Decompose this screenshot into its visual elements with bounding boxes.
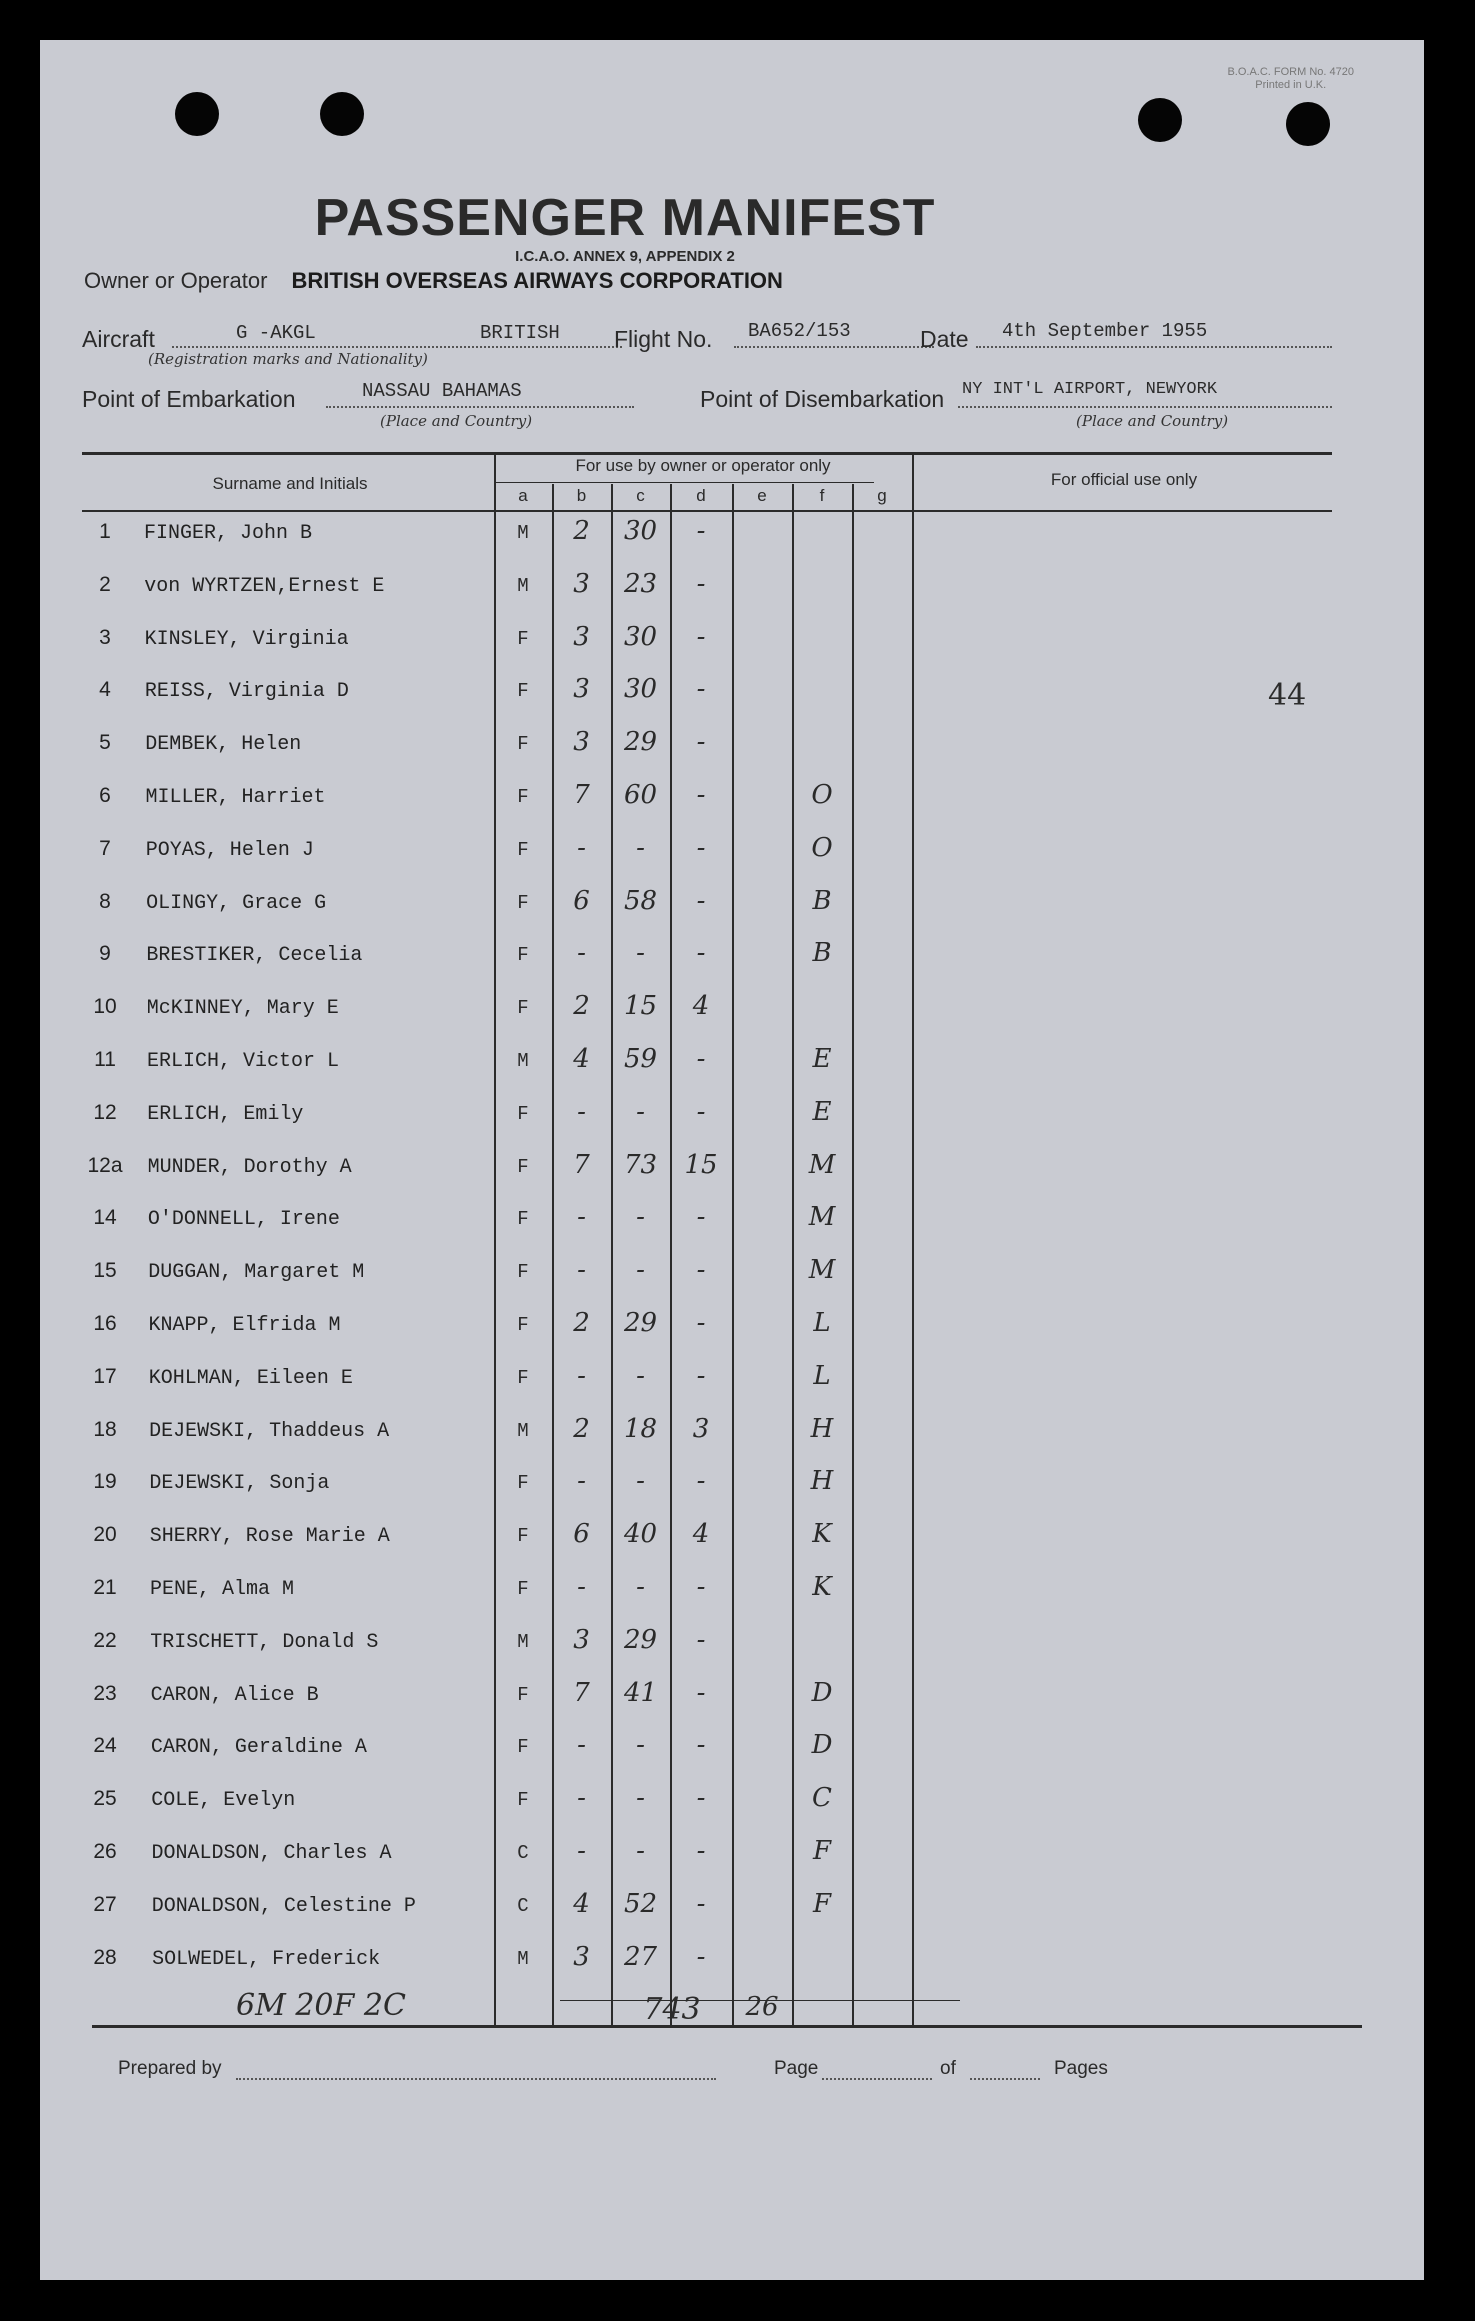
row-number: 3 bbox=[99, 625, 111, 649]
passenger-name: TRISCHETT, Donald S bbox=[150, 1630, 379, 1654]
owner-value: BRITISH OVERSEAS AIRWAYS CORPORATION bbox=[291, 268, 783, 293]
cell-a: M bbox=[517, 1947, 529, 1970]
passenger-name: ERLICH, Victor L bbox=[147, 1050, 340, 1073]
cell-d: 4 bbox=[692, 1519, 710, 1550]
passenger-name: REISS, Virginia D bbox=[144, 680, 349, 704]
cell-c: - bbox=[636, 1360, 645, 1391]
cell-d: - bbox=[696, 516, 706, 546]
cell-b: 4 bbox=[573, 1888, 590, 1919]
cell-b: - bbox=[577, 1466, 586, 1497]
cell-d: - bbox=[696, 1888, 706, 1919]
passenger-name: KNAPP, Elfrida M bbox=[148, 1314, 341, 1337]
cell-a: M bbox=[517, 1419, 529, 1442]
total-d: 26 bbox=[745, 1992, 779, 2022]
cell-d: - bbox=[696, 1308, 706, 1338]
cell-a: F bbox=[517, 680, 529, 703]
cell-a: F bbox=[517, 944, 529, 967]
cell-a: F bbox=[517, 1261, 529, 1284]
cell-a: F bbox=[517, 627, 529, 650]
cell-d: - bbox=[696, 1624, 706, 1655]
passenger-name: von WYRTZEN,Ernest E bbox=[144, 574, 385, 598]
table-top-rule bbox=[82, 452, 1332, 455]
cell-f: E bbox=[812, 1044, 832, 1074]
column-header-f: f bbox=[819, 486, 825, 505]
cell-f: M bbox=[808, 1202, 836, 1233]
row-number: 18 bbox=[93, 1417, 117, 1441]
cell-c: 73 bbox=[623, 1149, 658, 1180]
cell-b: - bbox=[577, 1255, 586, 1286]
cell-b: - bbox=[577, 1783, 586, 1814]
cell-b: - bbox=[577, 1096, 586, 1127]
cell-b: 6 bbox=[573, 1519, 590, 1550]
cell-b: - bbox=[577, 1360, 586, 1391]
passenger-name: MILLER, Harriet bbox=[145, 786, 326, 809]
disembark-label: Point of Disembarkation bbox=[700, 386, 945, 412]
cell-d: - bbox=[696, 727, 706, 758]
page-subtitle: I.C.A.O. ANNEX 9, APPENDIX 2 bbox=[515, 248, 735, 265]
cell-a: F bbox=[517, 997, 529, 1020]
column-header-c: c bbox=[636, 486, 645, 505]
row-number: 16 bbox=[93, 1312, 117, 1335]
cell-b: 2 bbox=[573, 991, 590, 1022]
cell-f: E bbox=[812, 1096, 832, 1127]
cell-f: O bbox=[811, 832, 833, 863]
cell-b: 3 bbox=[573, 568, 590, 599]
aircraft-note: (Registration marks and Nationality) bbox=[148, 350, 428, 368]
cell-c: 30 bbox=[623, 621, 658, 652]
cell-c: 29 bbox=[623, 1308, 658, 1338]
cell-c: 29 bbox=[623, 727, 658, 758]
row-number: 5 bbox=[99, 731, 111, 755]
total-c: 743 bbox=[643, 1992, 701, 2027]
cell-c: 23 bbox=[623, 568, 658, 599]
row-number: 21 bbox=[93, 1576, 117, 1599]
cell-b: 4 bbox=[573, 1044, 590, 1074]
cell-f: B bbox=[812, 885, 832, 916]
row-number: 28 bbox=[93, 1945, 117, 1969]
cell-c: 30 bbox=[623, 516, 658, 546]
cell-d: - bbox=[696, 674, 706, 705]
row-number: 26 bbox=[93, 1840, 117, 1863]
cell-b: 3 bbox=[573, 674, 590, 705]
column-header-g: g bbox=[877, 486, 887, 505]
cell-c: 18 bbox=[623, 1413, 658, 1444]
cell-d: - bbox=[696, 780, 706, 810]
row-number: 8 bbox=[99, 889, 111, 913]
cell-a: C bbox=[517, 1842, 529, 1864]
cell-d: - bbox=[696, 1730, 706, 1761]
cell-a: C bbox=[517, 1894, 529, 1917]
cell-d: 4 bbox=[692, 991, 710, 1022]
passenger-name: MUNDER, Dorothy A bbox=[147, 1155, 352, 1179]
cell-a: F bbox=[517, 786, 529, 808]
cell-d: - bbox=[696, 568, 706, 599]
cell-c: - bbox=[636, 1202, 645, 1233]
cell-f: H bbox=[810, 1466, 834, 1497]
disembark-note: (Place and Country) bbox=[1076, 412, 1229, 430]
cell-c: - bbox=[636, 1730, 645, 1761]
cell-f: L bbox=[813, 1308, 831, 1338]
cell-c: - bbox=[636, 1572, 645, 1602]
row-number: 14 bbox=[93, 1206, 117, 1230]
passenger-name: SOLWEDEL, Frederick bbox=[152, 1947, 381, 1971]
of-label: of bbox=[940, 2058, 956, 2079]
cell-c: 29 bbox=[623, 1624, 658, 1655]
passenger-name: DEJEWSKI, Sonja bbox=[149, 1472, 330, 1496]
cell-d: - bbox=[696, 885, 706, 916]
page-number-field bbox=[822, 2078, 932, 2080]
cell-b: 3 bbox=[573, 1941, 590, 1972]
row-number: 6 bbox=[99, 784, 111, 807]
cell-f: D bbox=[811, 1730, 833, 1761]
cell-d: - bbox=[696, 621, 706, 652]
cell-d: - bbox=[696, 1202, 706, 1233]
row-number: 22 bbox=[93, 1628, 117, 1652]
row-number: 12 bbox=[93, 1100, 117, 1124]
passenger-name: BRESTIKER, Cecelia bbox=[146, 944, 363, 968]
cell-c: 27 bbox=[623, 1941, 658, 1972]
row-number: 24 bbox=[93, 1734, 117, 1758]
cell-d: - bbox=[696, 1783, 706, 1814]
cell-b: - bbox=[577, 938, 586, 969]
passenger-name: KINSLEY, Virginia bbox=[144, 627, 349, 651]
cell-b: - bbox=[577, 1730, 586, 1761]
cell-b: 7 bbox=[573, 780, 590, 810]
cell-f: F bbox=[812, 1888, 832, 1919]
passenger-name: SHERRY, Rose Marie A bbox=[149, 1525, 390, 1549]
passenger-name: DUGGAN, Margaret M bbox=[148, 1261, 365, 1285]
cell-f: F bbox=[812, 1836, 832, 1866]
cell-c: - bbox=[636, 832, 645, 863]
column-header-d: d bbox=[696, 486, 706, 505]
cell-d: - bbox=[696, 1044, 706, 1074]
header-rule bbox=[82, 510, 1332, 512]
cell-d: - bbox=[696, 1941, 706, 1972]
column-header-b: b bbox=[576, 486, 587, 505]
date-label: Date bbox=[920, 326, 969, 352]
row-number: 9 bbox=[99, 942, 111, 966]
cell-f: B bbox=[812, 938, 832, 969]
cell-f: O bbox=[811, 780, 833, 810]
page-title: PASSENGER MANIFEST bbox=[314, 189, 936, 247]
cell-f: K bbox=[812, 1572, 832, 1602]
passenger-name: PENE, Alma M bbox=[150, 1578, 295, 1601]
cell-d: - bbox=[696, 1255, 706, 1286]
column-header-e: e bbox=[757, 486, 767, 505]
embark-value: NASSAU BAHAMAS bbox=[362, 380, 522, 402]
cell-a: M bbox=[517, 522, 529, 544]
cell-d: - bbox=[696, 832, 706, 863]
passenger-name: CARON, Geraldine A bbox=[150, 1736, 367, 1760]
owner-line bbox=[84, 268, 783, 294]
cell-b: 2 bbox=[573, 1308, 590, 1338]
prepared-by-label: Prepared by bbox=[118, 2058, 222, 2079]
punch-hole bbox=[1286, 102, 1330, 146]
cell-d: - bbox=[696, 1677, 706, 1708]
embark-label: Point of Embarkation bbox=[82, 386, 296, 412]
row-number: 27 bbox=[93, 1892, 117, 1916]
cell-f: M bbox=[808, 1255, 836, 1286]
cell-b: 7 bbox=[573, 1677, 590, 1708]
cell-a: F bbox=[517, 1102, 529, 1125]
official-mark: 44 bbox=[1268, 678, 1307, 713]
row-number: 11 bbox=[94, 1048, 116, 1071]
row-number: 23 bbox=[93, 1681, 117, 1705]
cell-b: 6 bbox=[573, 885, 590, 916]
cell-f: K bbox=[812, 1519, 832, 1550]
cell-c: 52 bbox=[623, 1888, 658, 1919]
cell-b: - bbox=[577, 1836, 586, 1866]
passenger-name: DEMBEK, Helen bbox=[145, 733, 302, 757]
cell-b: - bbox=[577, 1202, 586, 1233]
cell-a: M bbox=[517, 574, 529, 597]
cell-c: 59 bbox=[623, 1044, 658, 1074]
passenger-name: CARON, Alice B bbox=[150, 1683, 319, 1707]
passenger-name: ERLICH, Emily bbox=[147, 1102, 304, 1126]
page-count-field bbox=[970, 2078, 1040, 2080]
row-number: 1 bbox=[99, 520, 111, 543]
prepared-by-field bbox=[236, 2078, 716, 2080]
cell-f: C bbox=[812, 1783, 832, 1814]
cell-a: F bbox=[517, 1208, 529, 1231]
manifest-sheet bbox=[40, 40, 1424, 2280]
cell-b: - bbox=[577, 1572, 586, 1602]
cell-f: L bbox=[813, 1360, 831, 1391]
operator-header: For use by owner or operator only bbox=[575, 456, 831, 475]
cell-c: 40 bbox=[623, 1519, 658, 1550]
passenger-name: POYAS, Helen J bbox=[145, 838, 314, 862]
passenger-name: KOHLMAN, Eileen E bbox=[148, 1366, 353, 1390]
punch-hole bbox=[320, 92, 364, 136]
passenger-name: FINGER, John B bbox=[144, 522, 313, 545]
punch-hole bbox=[175, 92, 219, 136]
row-number: 4 bbox=[99, 678, 111, 702]
cell-a: F bbox=[517, 891, 529, 914]
row-number: 7 bbox=[99, 836, 111, 860]
cell-d: 3 bbox=[692, 1413, 710, 1444]
passenger-name: OLINGY, Grace G bbox=[146, 891, 327, 915]
surname-header: Surname and Initials bbox=[212, 474, 368, 493]
aircraft-label: Aircraft bbox=[82, 326, 155, 352]
aircraft-nationality: BRITISH bbox=[480, 322, 560, 344]
cell-a: F bbox=[517, 1789, 529, 1812]
cell-c: 58 bbox=[623, 885, 658, 916]
cell-c: - bbox=[636, 1836, 645, 1866]
cell-f: H bbox=[810, 1413, 834, 1444]
row-number: 20 bbox=[93, 1523, 117, 1547]
passenger-name: McKINNEY, Mary E bbox=[146, 997, 339, 1021]
cell-a: F bbox=[517, 733, 529, 756]
cell-b: 2 bbox=[573, 516, 590, 546]
row-number: 19 bbox=[93, 1470, 117, 1494]
cell-f: M bbox=[808, 1149, 836, 1180]
cell-d: - bbox=[696, 1466, 706, 1497]
row-number: 2 bbox=[99, 572, 111, 596]
passenger-name: DONALDSON, Celestine P bbox=[151, 1894, 416, 1918]
cell-a: F bbox=[517, 838, 529, 861]
cell-c: - bbox=[636, 1466, 645, 1497]
cell-d: - bbox=[696, 938, 706, 969]
cell-b: 3 bbox=[573, 621, 590, 652]
embark-note: (Place and Country) bbox=[380, 412, 533, 430]
cell-b: 3 bbox=[573, 727, 590, 758]
row-number: 15 bbox=[93, 1259, 117, 1283]
pages-label: Pages bbox=[1054, 2058, 1108, 2079]
cell-c: - bbox=[636, 1096, 645, 1127]
cell-d: 15 bbox=[684, 1149, 718, 1180]
cell-d: - bbox=[696, 1572, 706, 1602]
flight-number: BA652/153 bbox=[748, 320, 851, 342]
cell-c: 60 bbox=[623, 780, 658, 810]
cell-b: 7 bbox=[573, 1149, 590, 1180]
row-number: 12a bbox=[87, 1153, 123, 1177]
flight-label: Flight No. bbox=[614, 326, 713, 352]
passenger-name: COLE, Evelyn bbox=[151, 1789, 296, 1813]
cell-b: - bbox=[577, 832, 586, 863]
cell-c: 41 bbox=[623, 1677, 658, 1708]
column-header-a: a bbox=[518, 486, 528, 505]
disembark-value: NY INT'L AIRPORT, NEWYORK bbox=[962, 380, 1218, 399]
row-number: 10 bbox=[93, 995, 117, 1019]
form-number: B.O.A.C. FORM No. 4720 Printed in U.K. bbox=[1227, 66, 1354, 91]
cell-c: - bbox=[636, 1783, 645, 1814]
cell-a: F bbox=[517, 1525, 529, 1548]
cell-a: F bbox=[517, 1683, 529, 1706]
cell-a: M bbox=[517, 1630, 529, 1653]
cell-d: - bbox=[696, 1836, 706, 1866]
page-label: Page bbox=[774, 2058, 819, 2079]
cell-b: 2 bbox=[573, 1413, 590, 1444]
row-number: 17 bbox=[93, 1364, 117, 1388]
cell-d: - bbox=[696, 1360, 706, 1391]
totals-note: 6M 20F 2C bbox=[236, 1988, 406, 2023]
cell-a: F bbox=[517, 1366, 529, 1389]
cell-a: F bbox=[517, 1155, 529, 1178]
cell-a: F bbox=[517, 1472, 529, 1495]
aircraft-registration: G -AKGL bbox=[236, 322, 316, 344]
cell-c: 15 bbox=[623, 991, 658, 1022]
cell-a: F bbox=[517, 1736, 529, 1759]
passenger-name: DONALDSON, Charles A bbox=[151, 1842, 392, 1865]
owner-label: Owner or Operator bbox=[84, 268, 268, 293]
punch-hole bbox=[1138, 98, 1182, 142]
passenger-name: O'DONNELL, Irene bbox=[147, 1208, 340, 1232]
cell-b: 3 bbox=[573, 1624, 590, 1655]
cell-c: - bbox=[636, 1255, 645, 1286]
date-value: 4th September 1955 bbox=[1002, 320, 1208, 342]
cell-c: - bbox=[636, 938, 645, 969]
cell-a: M bbox=[517, 1050, 529, 1072]
cell-f: D bbox=[811, 1677, 833, 1708]
cell-a: F bbox=[517, 1314, 529, 1336]
official-header: For official use only bbox=[1050, 470, 1198, 489]
cell-a: F bbox=[517, 1578, 529, 1600]
passenger-name: DEJEWSKI, Thaddeus A bbox=[149, 1419, 390, 1443]
row-number: 25 bbox=[93, 1787, 117, 1811]
cell-c: 30 bbox=[623, 674, 658, 705]
cell-d: - bbox=[696, 1096, 706, 1127]
